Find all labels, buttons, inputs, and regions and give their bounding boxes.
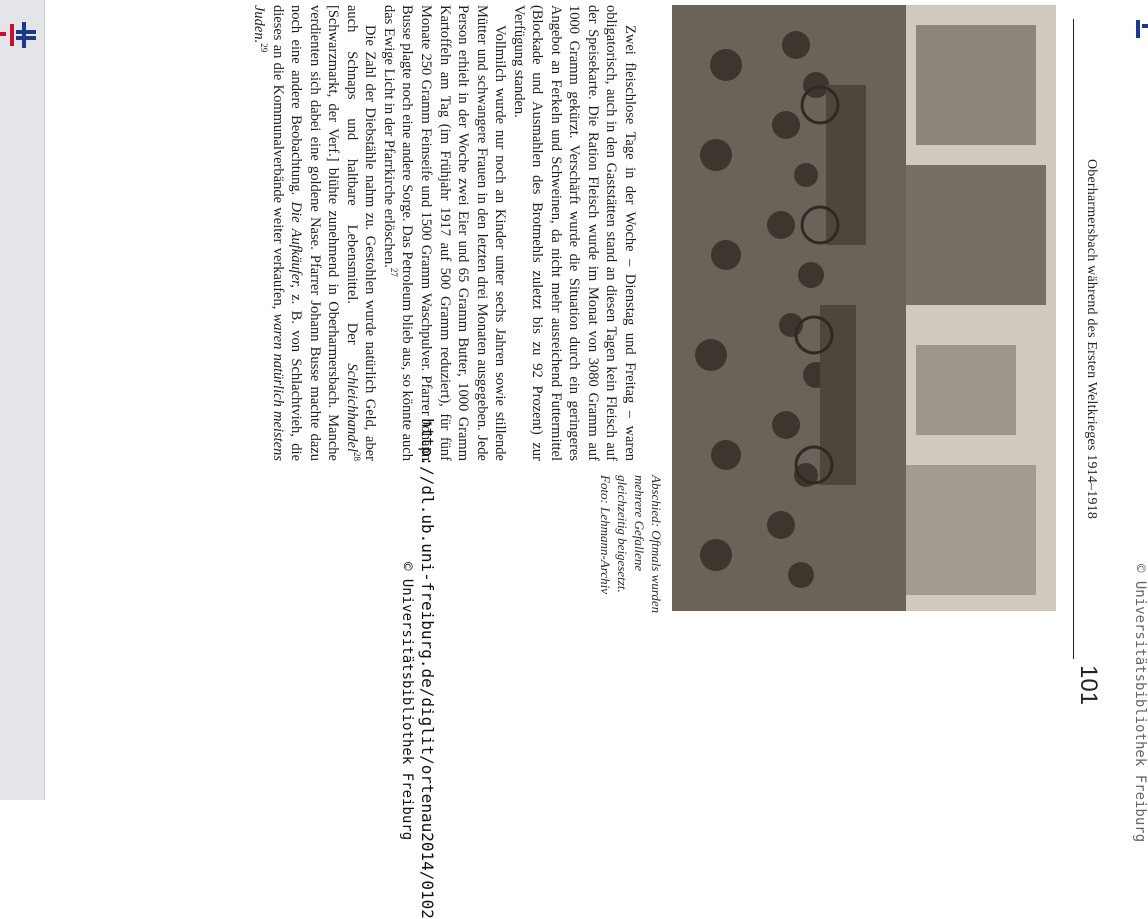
scanned-page [44, 5, 1104, 795]
page-number: 101 [1075, 665, 1102, 706]
running-header-title: Oberharmersbach während des Ersten Weltkrieges 1914–1918 [1084, 158, 1099, 520]
paragraph-3-text-a: Die Zahl der Diebstähle nahm zu. Gestohlen wurde natürlich Geld, aber auch Schnaps und haltbare Lebensmittel. Der [343, 5, 379, 461]
quote-juden: waren natürlich meistens Juden. [251, 5, 286, 461]
paragraph-3-text-c: z. B. von Schlachtvieh, die dieses an die Kommunalverbände weiter verkaufen, [269, 5, 305, 462]
footnote-29: 29 [258, 43, 269, 53]
paragraph-2 [379, 5, 509, 461]
paragraph-3 [250, 5, 380, 461]
logo-fragment-icon [1134, 18, 1148, 40]
photo-caption: Abschied: Oftmals wurden mehrere Gefallene gleichzeitig beigesetzt. Foto: Lehmann-Archiv [598, 475, 664, 614]
paragraph-2-text: Vollmilch wurde nur noch an Kinder unter sechs Jahren sowie stillende Mütter und schwangere Frauen in den letzten drei Monaten ausgegeben. Jede Person erhielt in der Woche zwei Eier und 65 Gramm Butter, 1000 Gramm Kartoffeln am Tag (im Frühjahr 1917 auf 500 Gramm reduziert), für fünf Monate 250 Gramm Feinseife und 1500 Gramm Waschpulver. Pfarrer Johann Busse plagte noch eine andere Sorge. Das Petroleum blieb aus, so könnte auch das Ewige Licht in der Pfarrkirche erlöschen. [380, 5, 509, 461]
watermark-right-edge: © Universitätsbibliothek Freiburg [1132, 564, 1148, 843]
historical-photo [672, 5, 1056, 611]
header-rule [1073, 19, 1074, 659]
article-body [250, 5, 639, 461]
ub-freiburg-logo-icon[interactable] [0, 22, 40, 48]
photo-illustration [672, 5, 1056, 611]
watermark-copyright: © Universitätsbibliothek Freiburg [399, 562, 415, 841]
watermark-url: http://dl.ub.uni-freiburg.de/diglit/ortenau2014/0102 [418, 418, 437, 919]
quote-aufkaeufer: Die Aufkäufer, [288, 201, 305, 288]
footnote-27: 27 [388, 267, 399, 277]
paragraph-3-text-b: [Schwarzmarkt, der Verf.] blühte zunehmend in Oberharmersbach. Manche verdienten sich dabei eine goldene Nase. Pfarrer Johann Busse machte dazu noch eine andere Beobachtung. [288, 5, 342, 461]
term-schleichhandel: Schleichhandel [343, 363, 360, 452]
viewer-left-strip [0, 0, 45, 800]
footnote-28: 28 [351, 452, 362, 461]
paragraph-1: Zwei fleischlose Tage in der Woche – Dienstag und Freitag – waren obligatorisch, auch in den Gaststätten stand an diesen Tagen kein Fleisch auf der Speisekarte. Die Ration Fleisch wurde im Monat von 3080 Gramm auf 1000 Gramm gekürzt. Verschärft wurde die Situation durch ein geringeres Angebot an Ferkeln und Schweinen, da nicht mehr ausreichend Futtermittel (Blockade und Ausmahlen des Brotmehls zuletzt bis zu 92 Prozent) zur Verfügung standen. [510, 5, 638, 461]
